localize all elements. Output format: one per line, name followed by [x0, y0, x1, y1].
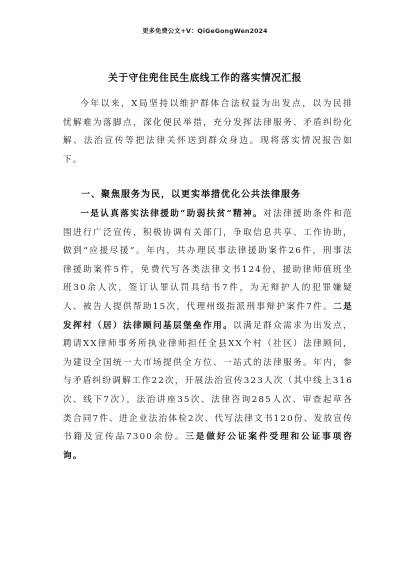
intro-text: 今年以来，X局坚持以维护群体合法权益为出发点，以为民排忧解难为落脚点，深化便民举措，充分发挥法律服务、矛盾纠纷化解、法治宣传等把法律关怀送到群众身边。现将落实情况报告如下。 [63, 99, 353, 165]
section1-lead3: 三是做好公证案件受理和公证事项咨询。 [63, 432, 353, 461]
section1-text [63, 205, 353, 465]
section1-lead1: 一是认真落实法律援助“助弱扶贫”精神。 [80, 209, 264, 219]
header-note: 更多免费公文+V：QiGeGongWen2024 [142, 28, 268, 35]
intro-paragraph [63, 95, 353, 169]
section1-text1: 对法律援助条件和范围进行广泛宣传，积极协调有关部门，争取信息共享、工作协助，做到“应援尽援”。年内，共办理民事法律援助案件26件，刑事法律援助案件5件，免费代写各类法律文书124份，援助律师值班坐班30余人次，签订认罪认罚具结书7件，为无辩护人的犯罪嫌疑人、被告人提供帮助15次，代理州级指派刑事辩护案件7件。 [63, 209, 353, 312]
section1-paragraph [63, 205, 353, 465]
section1-lead2: 二是发挥村（居）法律顾问基层堡垒作用。 [63, 301, 353, 331]
section1-heading: 一、聚焦服务为民，以更实举措优化公共法律服务 [81, 190, 302, 200]
section1-text2: 以满足群众需求为出发点，聘请XX律师事务所执业律师担任全县XX个村（社区）法律顾问，为建设全国统一大市场提供全方位、一站式的法律服务。年内，参与矛盾纠纷调解工作22次，开展法治宣传323人次（其中线上316次、线下7次），法治讲座35次、法律咨询285人次、审查起草各类合同7件、进企业法治体检2次、代写法律文书120份、发放宣传书籍及宣传品7300余份。 [63, 320, 353, 443]
document-title: 关于守住兜住民生底线工作的落实情况汇报 [108, 73, 302, 84]
